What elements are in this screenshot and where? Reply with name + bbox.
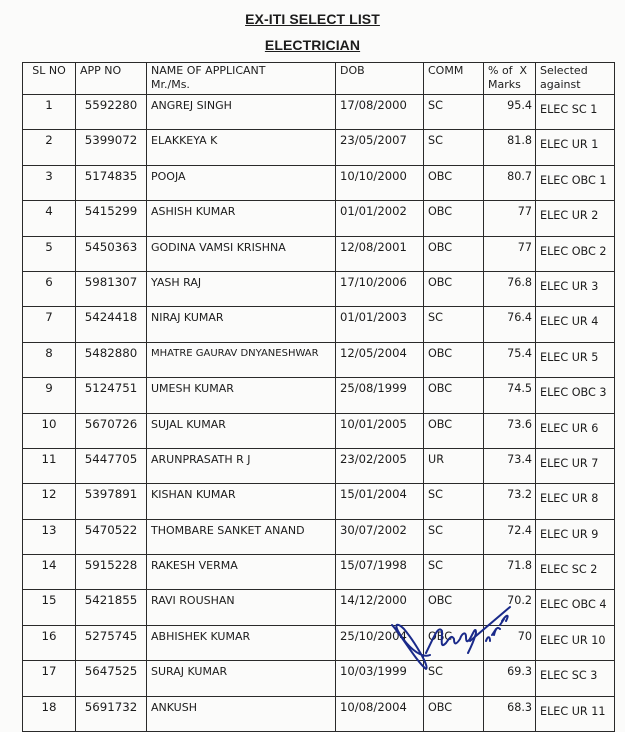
selected-against-cell: ELEC OBC 1 (536, 165, 615, 200)
table-row (23, 165, 615, 200)
app-no-cell: 5397891 (76, 484, 147, 519)
dob-cell: 01/01/2003 (336, 307, 424, 342)
handwritten-signature-icon (386, 597, 516, 672)
sl-no-cell: 11 (23, 448, 76, 483)
applicant-name-cell: NIRAJ KUMAR (147, 307, 336, 342)
marks-percent-cell: 70 (484, 625, 536, 660)
sl-no-cell: 1 (23, 95, 76, 130)
app-no-cell: 5174835 (76, 165, 147, 200)
applicant-name-cell: ANGREJ SINGH (147, 95, 336, 130)
selected-against-cell: ELEC UR 6 (536, 413, 615, 448)
table-row (23, 201, 615, 236)
marks-percent-cell: 95.4 (484, 95, 536, 130)
marks-percent-cell: 73.6 (484, 413, 536, 448)
selected-against-cell: ELEC UR 1 (536, 130, 615, 165)
header-sl-no: SL NO (23, 63, 76, 95)
community-cell: OBC (424, 696, 484, 731)
selected-against-cell: ELEC SC 3 (536, 661, 615, 696)
applicant-name-cell: ARUNPRASATH R J (147, 448, 336, 483)
selected-against-cell: ELEC UR 3 (536, 271, 615, 306)
app-no-cell: 5421855 (76, 590, 147, 625)
header-marks (484, 63, 536, 95)
applicant-name-cell: POOJA (147, 165, 336, 200)
selected-against-cell: ELEC UR 2 (536, 201, 615, 236)
app-no-cell: 5691732 (76, 696, 147, 731)
header-comm: COMM (424, 63, 484, 95)
marks-percent-cell: 71.8 (484, 555, 536, 590)
applicant-name-cell: ASHISH KUMAR (147, 201, 336, 236)
dob-cell: 23/02/2005 (336, 448, 424, 483)
community-cell: OBC (424, 201, 484, 236)
app-no-cell: 5915228 (76, 555, 147, 590)
applicant-name-cell: ELAKKEYA K (147, 130, 336, 165)
header-selected (536, 63, 615, 95)
sl-no-cell: 6 (23, 271, 76, 306)
sl-no-cell: 2 (23, 130, 76, 165)
app-no-cell: 5592280 (76, 95, 147, 130)
marks-percent-cell: 74.5 (484, 378, 536, 413)
sl-no-cell: 7 (23, 307, 76, 342)
app-no-cell: 5470522 (76, 519, 147, 554)
applicant-name-cell: ABHISHEK KUMAR (147, 625, 336, 660)
community-cell: SC (424, 484, 484, 519)
dob-cell: 25/08/1999 (336, 378, 424, 413)
community-cell: UR (424, 448, 484, 483)
header-name (147, 63, 336, 95)
marks-percent-cell: 73.2 (484, 484, 536, 519)
sl-no-cell: 12 (23, 484, 76, 519)
sl-no-cell: 17 (23, 661, 76, 696)
community-cell: OBC (424, 271, 484, 306)
table-row (23, 696, 615, 731)
applicant-name-cell: SUJAL KUMAR (147, 413, 336, 448)
applicant-name-cell: SURAJ KUMAR (147, 661, 336, 696)
table-row (23, 555, 615, 590)
marks-percent-cell: 73.4 (484, 448, 536, 483)
selected-against-cell: ELEC SC 1 (536, 95, 615, 130)
dob-cell: 25/10/2004 (336, 625, 424, 660)
app-no-cell: 5482880 (76, 342, 147, 377)
dob-cell: 17/08/2000 (336, 95, 424, 130)
applicant-name-cell: MHATRE GAURAV DNYANESHWAR (147, 342, 336, 377)
dob-cell: 14/12/2000 (336, 590, 424, 625)
table-header-row (23, 63, 615, 95)
selected-against-cell: ELEC UR 11 (536, 696, 615, 731)
selected-against-cell: ELEC OBC 4 (536, 590, 615, 625)
dob-cell: 10/10/2000 (336, 165, 424, 200)
marks-percent-cell: 77 (484, 236, 536, 271)
header-selected-line2: against (540, 78, 581, 91)
community-cell: OBC (424, 165, 484, 200)
marks-percent-cell: 80.7 (484, 165, 536, 200)
table-row (23, 590, 615, 625)
community-cell: SC (424, 130, 484, 165)
applicant-name-cell: YASH RAJ (147, 271, 336, 306)
table-row (23, 271, 615, 306)
app-no-cell: 5424418 (76, 307, 147, 342)
dob-cell: 15/01/2004 (336, 484, 424, 519)
table-row (23, 378, 615, 413)
selected-against-cell: ELEC UR 7 (536, 448, 615, 483)
sl-no-cell: 3 (23, 165, 76, 200)
selected-against-cell: ELEC UR 4 (536, 307, 615, 342)
app-no-cell: 5415299 (76, 201, 147, 236)
community-cell: OBC (424, 378, 484, 413)
app-no-cell: 5647525 (76, 661, 147, 696)
table-row (23, 342, 615, 377)
table-row (23, 625, 615, 660)
header-name-line1: NAME OF APPLICANT (151, 64, 266, 77)
community-cell: SC (424, 95, 484, 130)
select-list-table (22, 62, 615, 732)
table-row (23, 448, 615, 483)
header-name-line2: Mr./Ms. (151, 78, 190, 91)
sl-no-cell: 14 (23, 555, 76, 590)
table-row (23, 236, 615, 271)
table-row (23, 661, 615, 696)
document-subtitle: ELECTRICIAN (264, 37, 361, 53)
dob-cell: 15/07/1998 (336, 555, 424, 590)
app-no-cell: 5447705 (76, 448, 147, 483)
table-row (23, 95, 615, 130)
dob-cell: 23/05/2007 (336, 130, 424, 165)
table-row (23, 307, 615, 342)
table-row (23, 519, 615, 554)
app-no-cell: 5124751 (76, 378, 147, 413)
dob-cell: 30/07/2002 (336, 519, 424, 554)
sl-no-cell: 8 (23, 342, 76, 377)
sl-no-cell: 16 (23, 625, 76, 660)
applicant-name-cell: RAVI ROUSHAN (147, 590, 336, 625)
selected-against-cell: ELEC OBC 2 (536, 236, 615, 271)
dob-cell: 12/05/2004 (336, 342, 424, 377)
selected-against-cell: ELEC UR 9 (536, 519, 615, 554)
applicant-name-cell: THOMBARE SANKET ANAND (147, 519, 336, 554)
selected-against-cell: ELEC UR 8 (536, 484, 615, 519)
selected-against-cell: ELEC UR 5 (536, 342, 615, 377)
dob-cell: 10/08/2004 (336, 696, 424, 731)
applicant-name-cell: ANKUSH (147, 696, 336, 731)
table-row (23, 413, 615, 448)
dob-cell: 17/10/2006 (336, 271, 424, 306)
community-cell: OBC (424, 625, 484, 660)
marks-percent-cell: 77 (484, 201, 536, 236)
community-cell: OBC (424, 590, 484, 625)
marks-percent-cell: 69.3 (484, 661, 536, 696)
dob-cell: 01/01/2002 (336, 201, 424, 236)
marks-percent-cell: 70.2 (484, 590, 536, 625)
app-no-cell: 5450363 (76, 236, 147, 271)
app-no-cell: 5399072 (76, 130, 147, 165)
sl-no-cell: 10 (23, 413, 76, 448)
community-cell: OBC (424, 236, 484, 271)
header-marks-line2: Marks (488, 78, 521, 91)
applicant-name-cell: KISHAN KUMAR (147, 484, 336, 519)
header-app-no: APP NO (76, 63, 147, 95)
table-row (23, 484, 615, 519)
app-no-cell: 5670726 (76, 413, 147, 448)
selected-against-cell: ELEC OBC 3 (536, 378, 615, 413)
app-no-cell: 5275745 (76, 625, 147, 660)
document-title: EX-ITI SELECT LIST (245, 11, 380, 27)
marks-percent-cell: 76.8 (484, 271, 536, 306)
dob-cell: 10/01/2005 (336, 413, 424, 448)
applicant-name-cell: GODINA VAMSI KRISHNA (147, 236, 336, 271)
marks-percent-cell: 72.4 (484, 519, 536, 554)
marks-percent-cell: 76.4 (484, 307, 536, 342)
community-cell: SC (424, 661, 484, 696)
sl-no-cell: 9 (23, 378, 76, 413)
sl-no-cell: 13 (23, 519, 76, 554)
dob-cell: 12/08/2001 (336, 236, 424, 271)
header-selected-line1: Selected (540, 64, 588, 77)
selected-against-cell: ELEC UR 10 (536, 625, 615, 660)
selected-against-cell: ELEC SC 2 (536, 555, 615, 590)
community-cell: SC (424, 555, 484, 590)
community-cell: OBC (424, 342, 484, 377)
dob-cell: 10/03/1999 (336, 661, 424, 696)
applicant-name-cell: UMESH KUMAR (147, 378, 336, 413)
table-row (23, 130, 615, 165)
community-cell: SC (424, 307, 484, 342)
community-cell: SC (424, 519, 484, 554)
marks-percent-cell: 81.8 (484, 130, 536, 165)
community-cell: OBC (424, 413, 484, 448)
sl-no-cell: 4 (23, 201, 76, 236)
header-marks-line1: % of X (488, 64, 528, 77)
applicant-name-cell: RAKESH VERMA (147, 555, 336, 590)
header-dob: DOB (336, 63, 424, 95)
app-no-cell: 5981307 (76, 271, 147, 306)
sl-no-cell: 5 (23, 236, 76, 271)
sl-no-cell: 18 (23, 696, 76, 731)
marks-percent-cell: 75.4 (484, 342, 536, 377)
marks-percent-cell: 68.3 (484, 696, 536, 731)
sl-no-cell: 15 (23, 590, 76, 625)
